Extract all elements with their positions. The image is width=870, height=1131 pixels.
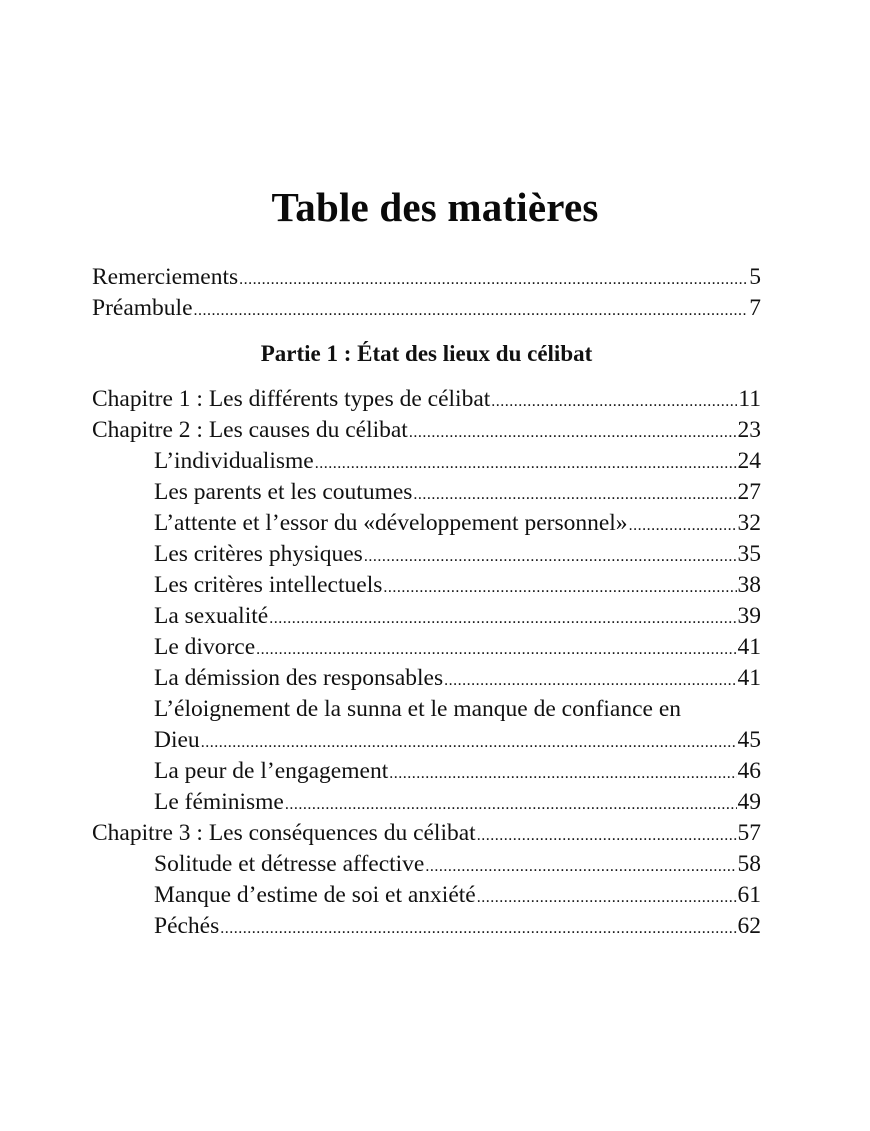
toc-entry-label: La peur de l’engagement — [154, 758, 389, 784]
toc-page-number: 57 — [737, 820, 761, 846]
dot-leader — [383, 572, 736, 601]
toc-entry-label: Les critères intellectuels — [154, 572, 383, 598]
toc-page-number: 24 — [737, 448, 761, 474]
toc-entry-section[interactable] — [92, 663, 761, 694]
toc-page-number: 27 — [737, 479, 761, 505]
toc-entry-section[interactable] — [92, 446, 761, 477]
toc-page-number: 46 — [737, 758, 761, 784]
toc-page-number: 23 — [737, 417, 761, 443]
toc-entry-label: Préambule — [92, 295, 193, 321]
dot-leader — [220, 913, 736, 942]
dot-leader — [409, 417, 737, 446]
dot-leader — [491, 386, 737, 415]
toc-page-number: 41 — [737, 634, 761, 660]
toc-entry-label: Chapitre 2 : Les causes du célibat — [92, 417, 408, 443]
toc-entry-label: Dieu — [154, 727, 200, 753]
toc-entry-label: L’attente et l’essor du «développement personnel» — [154, 510, 628, 536]
toc-entry-remerciements[interactable] — [92, 262, 761, 293]
toc-entry-section[interactable] — [92, 632, 761, 663]
toc-page-number: 41 — [737, 665, 761, 691]
toc-entry-label: Les parents et les coutumes — [154, 479, 413, 505]
toc-page-number: 49 — [737, 789, 761, 815]
toc-entry-label: L’individualisme — [154, 448, 314, 474]
dot-leader — [364, 541, 737, 570]
dot-leader — [444, 665, 736, 694]
toc-entry-chapter-3[interactable] — [92, 818, 761, 849]
dot-leader — [285, 789, 737, 818]
toc-page-number: 35 — [737, 541, 761, 567]
toc-entry-label: Chapitre 3 : Les conséquences du célibat — [92, 820, 476, 846]
toc-entry-label-wrapped[interactable]: L’éloignement de la sunna et le manque de confiance en — [154, 696, 682, 722]
dot-leader — [389, 758, 736, 787]
toc-entry-section[interactable] — [92, 601, 761, 632]
toc-entry-section[interactable] — [92, 477, 761, 508]
toc-entry-label: Péchés — [154, 913, 220, 939]
dot-leader — [315, 448, 737, 477]
dot-leader — [425, 851, 736, 880]
toc-entry-section[interactable] — [92, 570, 761, 601]
toc-entry-section[interactable] — [92, 756, 761, 787]
toc-entry-preambule[interactable] — [92, 293, 761, 324]
toc-entry-label: La démission des responsables — [154, 665, 444, 691]
toc-entry-label: Manque d’estime de soi et anxiété — [154, 882, 476, 908]
dot-leader — [629, 510, 737, 539]
toc-entry-label: Chapitre 1 : Les différents types de célibat — [92, 386, 491, 412]
toc-entry-label: Remerciements — [92, 264, 239, 290]
part-heading: Partie 1 : État des lieux du célibat — [260, 341, 593, 366]
toc-entry-section[interactable] — [92, 508, 761, 539]
toc-entry-section[interactable] — [92, 880, 761, 911]
toc-page-number: 61 — [737, 882, 761, 908]
toc-entry-section[interactable] — [92, 911, 761, 942]
toc-page-number: 32 — [737, 510, 761, 536]
toc-entry-label: Le féminisme — [154, 789, 284, 815]
toc-page-number: 7 — [749, 295, 761, 321]
table-of-contents — [92, 262, 761, 942]
toc-entry-section[interactable] — [92, 787, 761, 818]
dot-leader — [194, 295, 749, 324]
toc-entry-section[interactable] — [92, 849, 761, 880]
toc-entry-label: La sexualité — [154, 603, 269, 629]
page-title: Table des matières — [271, 184, 599, 231]
toc-page-number: 39 — [737, 603, 761, 629]
toc-entry-label: Les critères physiques — [154, 541, 363, 567]
dot-leader — [413, 479, 736, 508]
dot-leader — [256, 634, 736, 663]
toc-entry-chapter-1[interactable] — [92, 384, 761, 415]
toc-page-number: 58 — [737, 851, 761, 877]
toc-entry-label: Le divorce — [154, 634, 256, 660]
dot-leader — [477, 882, 737, 911]
toc-entry-label: Solitude et détresse affective — [154, 851, 425, 877]
toc-page-number: 5 — [749, 264, 761, 290]
dot-leader — [201, 727, 737, 756]
toc-entry-section[interactable] — [92, 539, 761, 570]
toc-page-number: 45 — [737, 727, 761, 753]
toc-entry-section[interactable] — [92, 725, 761, 756]
toc-page-number: 11 — [738, 386, 761, 412]
toc-page-number: 38 — [737, 572, 761, 598]
dot-leader — [477, 820, 737, 849]
dot-leader — [239, 264, 748, 293]
toc-page-number: 62 — [737, 913, 761, 939]
toc-entry-chapter-2[interactable] — [92, 415, 761, 446]
dot-leader — [269, 603, 736, 632]
